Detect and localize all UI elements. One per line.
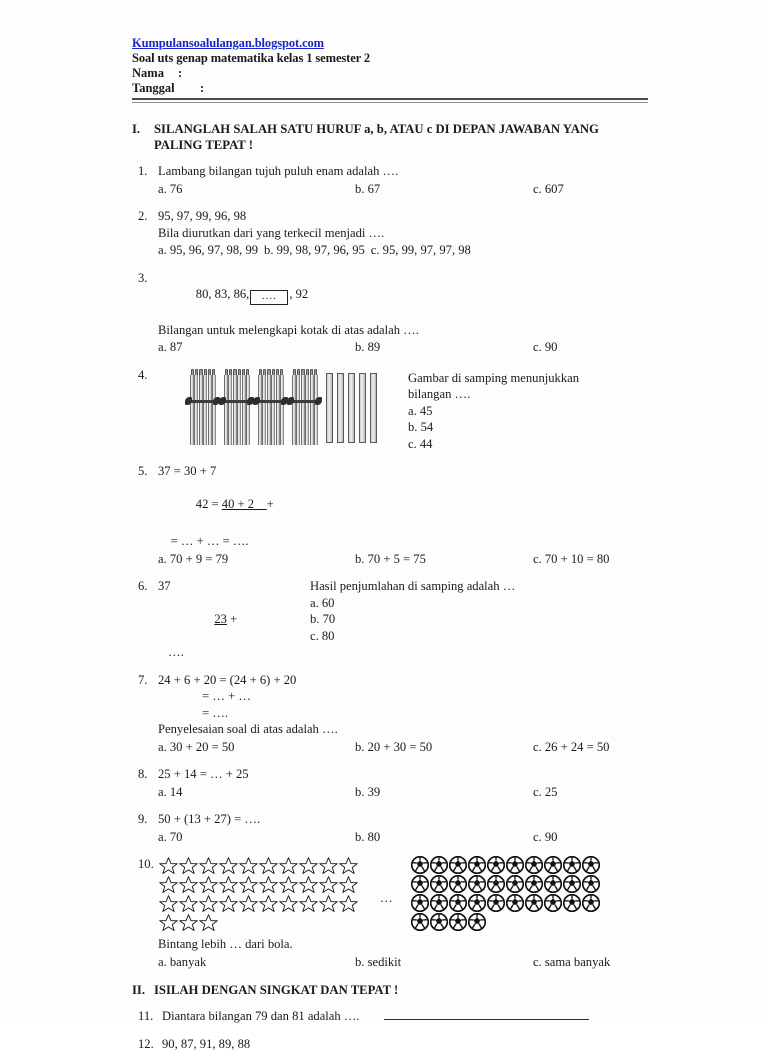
star-icon <box>158 875 179 895</box>
question-6 <box>132 578 648 661</box>
question-11-answer-line[interactable] <box>384 1010 589 1020</box>
soccer-ball-icon <box>449 913 467 931</box>
star-row <box>158 875 363 894</box>
question-1-text: Lambang bilangan tujuh puluh enam adalah …. <box>158 164 399 178</box>
question-9-text: 50 + (13 + 27) = …. <box>158 812 261 826</box>
star-icon <box>258 856 279 876</box>
question-5-line-1: 37 = 30 + 7 <box>158 464 217 478</box>
question-4-number: 4. <box>138 367 148 382</box>
question-7 <box>132 672 648 756</box>
header-divider <box>132 98 648 103</box>
stick-bundle <box>224 369 250 445</box>
question-10-option-c[interactable]: c. sama banyak <box>533 954 611 969</box>
question-4-caption-line-2: bilangan …. <box>408 387 471 401</box>
star-icon <box>218 856 239 876</box>
soccer-ball-icon <box>468 856 486 874</box>
question-1-option-a[interactable]: a. 76 <box>158 181 183 196</box>
soccer-ball-icon <box>411 894 429 912</box>
question-1-number: 1. <box>138 164 148 178</box>
bundled-sticks-illustration <box>158 367 408 447</box>
star-icon <box>278 856 299 876</box>
question-9-option-b[interactable]: b. 80 <box>355 829 381 844</box>
stick-bundle <box>258 369 284 445</box>
star-icon <box>238 875 259 895</box>
question-10-option-b[interactable]: b. sedikit <box>355 954 402 969</box>
star-icon <box>158 856 179 876</box>
question-1-option-b[interactable]: b. 67 <box>355 181 381 196</box>
question-2-options <box>158 242 648 259</box>
star-icon <box>178 913 199 933</box>
question-4-option-a[interactable]: a. 45 <box>408 403 433 418</box>
star-icon <box>178 894 199 914</box>
soccer-ball-icon <box>468 875 486 893</box>
tanggal-colon: : <box>200 81 205 95</box>
question-1-options <box>158 181 648 198</box>
single-stick <box>348 373 355 443</box>
soccer-ball-icon <box>430 894 448 912</box>
soccer-ball-icon <box>544 875 562 893</box>
star-icon <box>198 856 219 876</box>
stick-bundle <box>292 369 318 445</box>
question-3-option-a[interactable]: a. 87 <box>158 340 183 354</box>
question-5-result-line: = … + … = …. <box>158 534 249 548</box>
soccer-ball-icon <box>430 856 448 874</box>
star-icon <box>298 894 319 914</box>
question-8 <box>132 766 648 800</box>
field-tanggal <box>132 81 648 96</box>
nama-label: Nama <box>132 66 164 80</box>
question-3-prefix: 80, 83, 86, <box>195 287 250 301</box>
soccer-ball-icon <box>525 894 543 912</box>
question-6-bottom-addend-row <box>158 595 310 645</box>
star-icon <box>158 913 179 933</box>
star-icon <box>318 856 339 876</box>
question-5-option-c[interactable]: c. 70 + 10 = 80 <box>533 551 610 566</box>
question-1-option-c[interactable]: c. 607 <box>533 181 564 196</box>
ball-row <box>411 913 648 932</box>
stars-illustration <box>158 856 363 932</box>
question-3-blank-box[interactable]: .... <box>250 290 288 305</box>
question-3 <box>132 270 648 356</box>
star-row <box>158 856 363 875</box>
question-9-option-a[interactable]: a. 70 <box>158 829 183 844</box>
soccer-ball-icon <box>487 856 505 874</box>
star-icon <box>258 875 279 895</box>
question-2-number: 2. <box>138 209 148 223</box>
stick-bundles-group <box>190 369 318 445</box>
question-8-option-c[interactable]: c. 25 <box>533 784 558 799</box>
soccer-ball-icon <box>506 856 524 874</box>
question-4-option-b[interactable]: b. 54 <box>408 420 434 434</box>
question-9-option-c[interactable]: c. 90 <box>533 829 558 844</box>
star-icon <box>258 894 279 914</box>
question-5-options <box>158 551 648 568</box>
stick-body <box>224 375 250 445</box>
question-11-number: 11. <box>138 1009 154 1023</box>
question-3-option-c[interactable]: c. 90 <box>533 340 558 354</box>
question-9-options <box>158 829 648 846</box>
star-icon <box>278 894 299 914</box>
star-icon <box>338 894 359 914</box>
star-icon <box>178 856 199 876</box>
soccer-ball-icon <box>411 856 429 874</box>
question-2-text: Bila diurutkan dari yang terkecil menjadi …. <box>158 225 385 240</box>
star-icon <box>298 875 319 895</box>
single-stick <box>370 373 377 443</box>
question-11-text: Diantara bilangan 79 dan 81 adalah …. <box>162 1009 360 1023</box>
document-sheet <box>132 36 648 1063</box>
comparison-ellipsis: … <box>379 890 395 905</box>
soccer-ball-icon <box>582 894 600 912</box>
star-icon <box>178 875 199 895</box>
soccer-ball-icon <box>487 875 505 893</box>
star-icon <box>238 856 259 876</box>
question-7-line-3: = …. <box>158 705 229 720</box>
star-icon <box>338 875 359 895</box>
question-2-option-c[interactable]: c. 95, 99, 97, 97, 98 <box>370 243 471 257</box>
soccer-ball-icon <box>430 913 448 931</box>
star-icon <box>338 856 359 876</box>
question-8-option-b[interactable]: b. 39 <box>355 784 381 799</box>
section-2-roman: II. <box>132 983 146 997</box>
question-7-option-b[interactable]: b. 20 + 30 = 50 <box>355 739 433 754</box>
soccer-ball-icon <box>487 894 505 912</box>
question-10-text: Bintang lebih … dari bola. <box>158 937 293 951</box>
question-10-number: 10. <box>138 857 154 871</box>
question-2 <box>132 208 648 259</box>
question-1 <box>132 163 648 197</box>
question-6-plus-sign: + <box>226 612 238 626</box>
bundle-tie-icon <box>185 399 221 404</box>
section-1-heading <box>132 121 648 153</box>
question-6-bottom-addend: 23 <box>214 612 227 626</box>
question-5-number: 5. <box>138 464 148 478</box>
field-nama <box>132 66 648 81</box>
question-10-options <box>158 954 648 971</box>
single-sticks-group <box>326 373 377 443</box>
question-7-line-1: 24 + 6 + 20 = (24 + 6) + 20 <box>158 672 297 687</box>
soccer-ball-icon <box>449 875 467 893</box>
stick-body <box>190 375 216 445</box>
star-icon <box>198 875 219 895</box>
ball-row <box>411 894 648 913</box>
document-header <box>132 36 648 103</box>
star-icon <box>198 894 219 914</box>
single-stick <box>337 373 344 443</box>
star-icon <box>218 894 239 914</box>
star-icon <box>218 875 239 895</box>
tanggal-label: Tanggal <box>132 81 175 95</box>
question-7-option-c[interactable]: c. 26 + 24 = 50 <box>533 739 610 754</box>
star-icon <box>198 913 219 933</box>
question-7-option-a[interactable]: a. 30 + 20 = 50 <box>158 739 235 754</box>
soccer-ball-icon <box>506 875 524 893</box>
soccer-ball-icon <box>582 856 600 874</box>
bundle-tie-icon <box>253 399 289 404</box>
soccer-ball-icon <box>411 875 429 893</box>
question-6-caption: Hasil penjumlahan di samping adalah … <box>310 579 516 593</box>
question-7-line-2: = … + … <box>158 689 251 703</box>
nama-colon: : <box>178 66 183 80</box>
star-row <box>158 894 363 913</box>
question-5-line-2 <box>158 480 648 530</box>
question-4-caption-line-1: Gambar di samping menunjukkan <box>408 370 580 385</box>
question-8-option-a[interactable]: a. 14 <box>158 784 183 799</box>
question-5-plus-sign: + <box>266 497 274 511</box>
soccer-ball-icon <box>563 856 581 874</box>
question-10-option-a[interactable]: a. banyak <box>158 954 207 969</box>
question-3-option-b[interactable]: b. 89 <box>355 340 381 354</box>
soccer-ball-icon <box>582 875 600 893</box>
question-4 <box>132 367 648 453</box>
stick-body <box>292 375 318 445</box>
soccer-ball-icon <box>430 875 448 893</box>
star-icon <box>278 875 299 895</box>
question-5-option-b[interactable]: b. 70 + 5 = 75 <box>355 551 426 566</box>
bundle-tie-icon <box>219 399 255 404</box>
question-6-number: 6. <box>138 579 148 593</box>
question-6-option-a[interactable]: a. 60 <box>310 595 335 610</box>
question-6-option-c[interactable]: c. 80 <box>310 628 335 643</box>
question-8-options <box>158 784 648 801</box>
question-2-option-a[interactable]: a. 95, 96, 97, 98, 99 <box>158 243 259 257</box>
ball-row <box>411 875 648 894</box>
question-12-text: 90, 87, 91, 89, 88 <box>162 1036 251 1051</box>
question-6-answer-dots: …. <box>168 645 184 659</box>
bundle-tie-icon <box>287 399 323 404</box>
soccer-ball-icon <box>411 913 429 931</box>
section-1-roman: I. <box>132 122 141 136</box>
soccer-ball-icon <box>449 894 467 912</box>
document-title: Soal uts genap matematika kelas 1 semester 2 <box>132 51 371 65</box>
question-6-sum-column <box>158 578 310 661</box>
ball-row <box>411 856 648 875</box>
question-5-addend-prefix: 42 = <box>195 497 222 511</box>
question-2-option-b[interactable]: b. 99, 98, 97, 96, 95 <box>264 243 365 257</box>
question-8-number: 8. <box>138 767 148 781</box>
soccer-ball-icon <box>525 856 543 874</box>
question-3-sequence <box>158 270 648 322</box>
section-2-title: ISILAH DENGAN SINGKAT DAN TEPAT ! <box>154 983 399 997</box>
question-8-text: 25 + 14 = … + 25 <box>158 767 249 781</box>
soccer-balls-illustration <box>411 856 648 932</box>
question-9 <box>132 811 648 845</box>
star-icon <box>238 894 259 914</box>
single-stick <box>326 373 333 443</box>
soccer-ball-icon <box>468 913 486 931</box>
question-2-sequence: 95, 97, 99, 96, 98 <box>158 209 247 223</box>
soccer-ball-icon <box>544 894 562 912</box>
single-stick <box>359 373 366 443</box>
source-website-link[interactable]: Kumpulansoalulangan.blogspot.com <box>132 36 324 50</box>
question-6-top-addend: 37 <box>158 579 171 593</box>
question-list-2 <box>132 1008 648 1052</box>
soccer-ball-icon <box>563 894 581 912</box>
question-5-option-a[interactable]: a. 70 + 9 = 79 <box>158 551 229 566</box>
question-3-suffix: , 92 <box>289 287 309 301</box>
star-icon <box>318 875 339 895</box>
question-12-number: 12. <box>138 1036 154 1051</box>
soccer-ball-icon <box>525 875 543 893</box>
section-1-title: SILANGLAH SALAH SATU HURUF a, b, ATAU c DI DEPAN JAWABAN YANG PALING TEPAT ! <box>154 122 599 152</box>
question-5 <box>132 463 648 567</box>
star-icon <box>318 894 339 914</box>
stick-body <box>258 375 284 445</box>
stick-bundle <box>190 369 216 445</box>
question-5-addend-underlined: 40 + 2 <box>221 497 267 511</box>
question-3-text: Bilangan untuk melengkapi kotak di atas adalah …. <box>158 322 419 337</box>
question-11 <box>132 1008 648 1025</box>
question-7-text: Penyelesaian soal di atas adalah …. <box>158 722 338 736</box>
question-list-1 <box>132 163 648 970</box>
star-icon <box>158 894 179 914</box>
question-6-option-b[interactable]: b. 70 <box>310 612 336 626</box>
question-4-option-c[interactable]: c. 44 <box>408 436 433 451</box>
soccer-ball-icon <box>544 856 562 874</box>
soccer-ball-icon <box>449 856 467 874</box>
soccer-ball-icon <box>563 875 581 893</box>
soccer-ball-icon <box>506 894 524 912</box>
question-7-number: 7. <box>138 672 148 687</box>
star-icon <box>298 856 319 876</box>
section-2-heading <box>132 982 648 998</box>
question-7-options <box>158 739 648 756</box>
question-3-number: 3. <box>138 270 148 285</box>
question-3-options <box>158 339 648 356</box>
soccer-ball-icon <box>468 894 486 912</box>
question-9-number: 9. <box>138 812 148 826</box>
question-12 <box>132 1036 648 1053</box>
star-row <box>158 913 363 932</box>
question-10 <box>132 856 648 970</box>
